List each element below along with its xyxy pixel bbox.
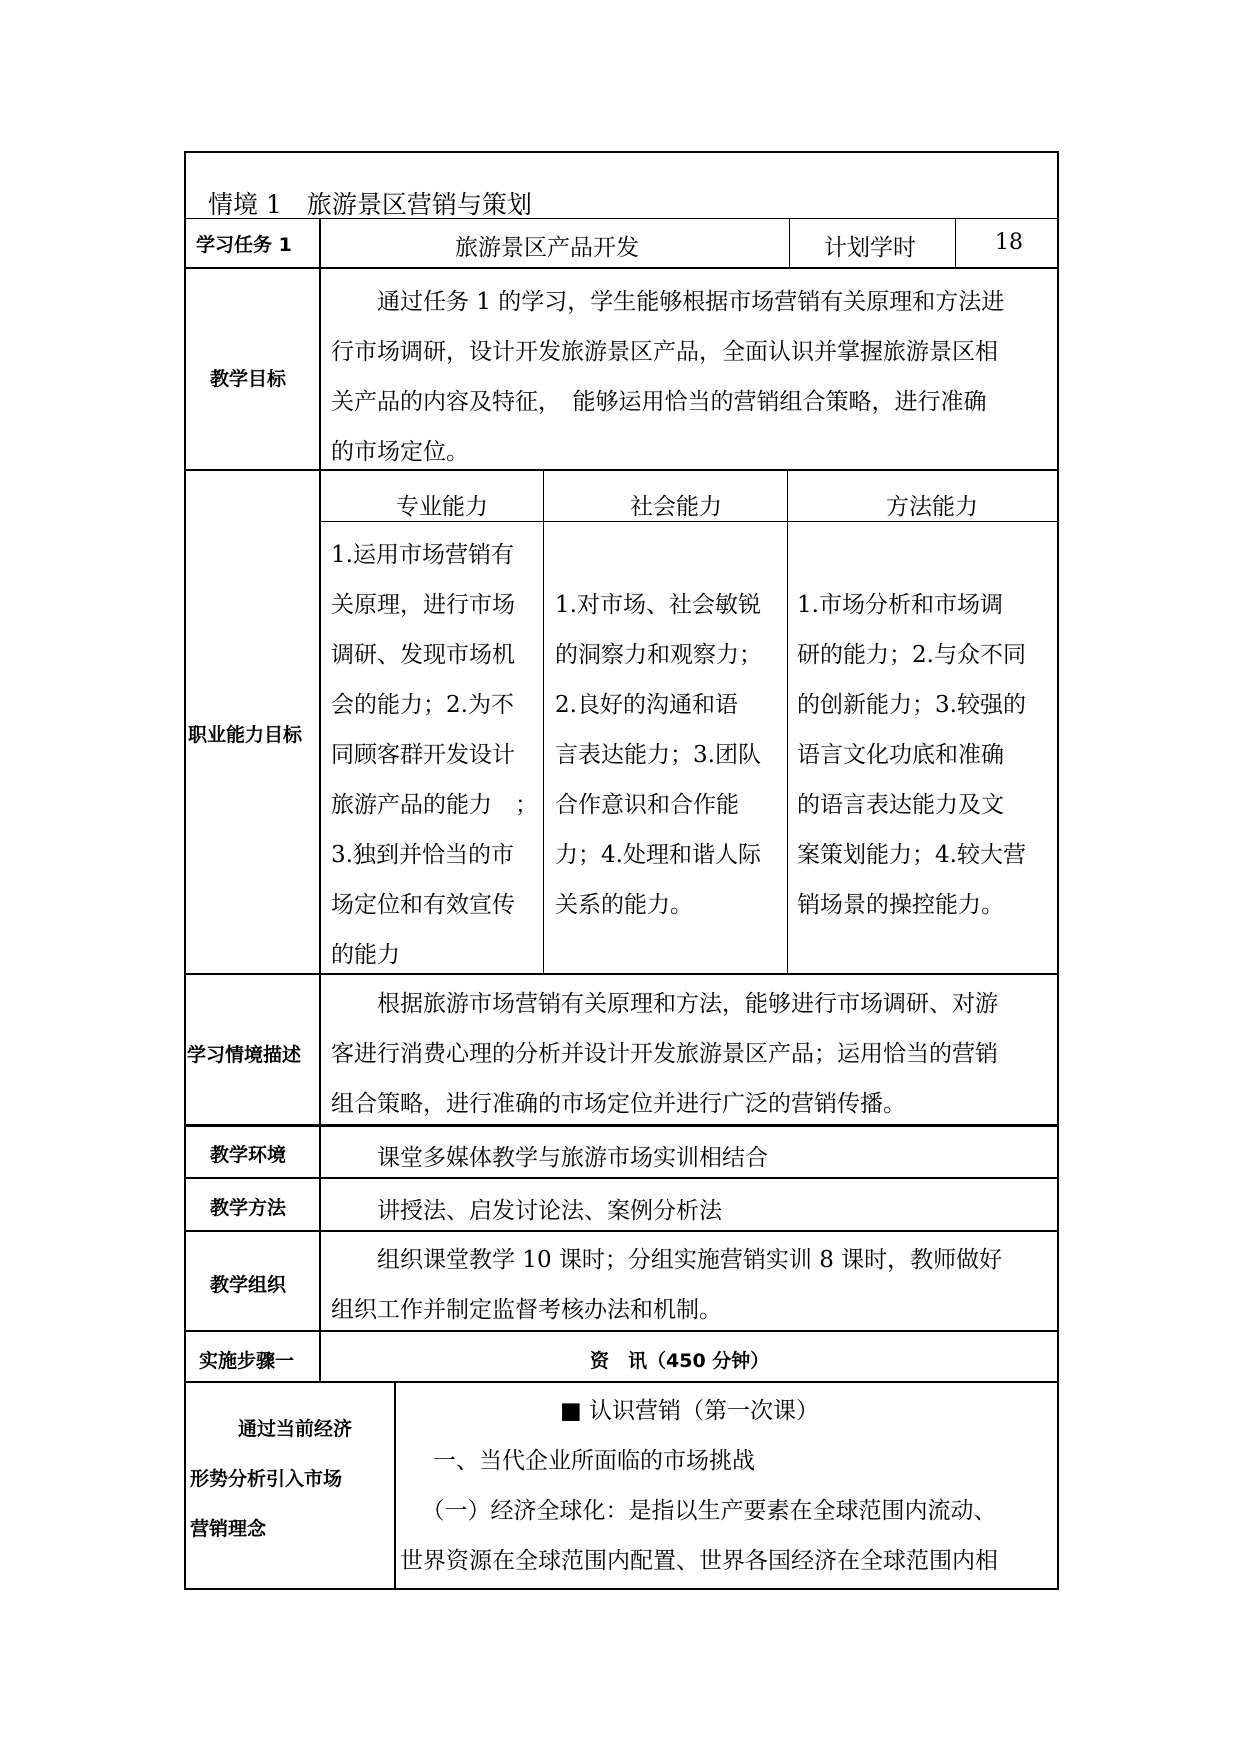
table-border-right (1057, 151, 1059, 1590)
row-divider (320, 521, 1059, 522)
col-divider (787, 469, 788, 974)
step-value: 资 讯（450 分钟） (590, 1350, 770, 1372)
row-divider (184, 973, 1059, 975)
header-method: 方法能力 (886, 494, 978, 520)
objective-label: 教学目标 (210, 368, 287, 390)
row-divider (184, 1177, 1059, 1179)
col-divider (319, 218, 321, 1382)
row-divider (184, 1230, 1059, 1232)
header-professional: 专业能力 (396, 494, 488, 520)
row-divider (184, 1381, 1059, 1383)
page-title: 情境 1 旅游景区营销与策划 (208, 190, 532, 219)
planned-hours-label: 计划学时 (824, 235, 916, 261)
task-name: 旅游景区产品开发 (455, 235, 639, 261)
row-divider (184, 267, 1059, 269)
method-ability-text: 1.市场分析和市场调 研的能力；2.与众不同 的创新能力；3.较强的 语言文化功底和准确 的语言表达能力及文 案策划能力；4.较大营 销场景的操控能力。 (797, 592, 1026, 918)
environment-value: 课堂多媒体教学与旅游市场实训相结合 (331, 1145, 768, 1171)
intro-text: ■ 认识营销（第一次课） 一、当代企业所面临的市场挑战 （一）经济全球化：是指以生产要素在全球范围内流动、 世界资源在全球范围内配置、世界各国经济在全球范围内相 (400, 1398, 998, 1574)
organization-label: 教学组织 (210, 1274, 287, 1296)
col-divider (394, 1381, 396, 1589)
intro-label: 通过当前经济 形势分析引入市场 营销理念 (190, 1418, 353, 1540)
social-ability-text: 1.对市场、社会敏锐 的洞察力和观察力； 2.良好的沟通和语 言表达能力；3.团队 合作意识和合作能 力；4.处理和谐人际 关系的能力。 (555, 592, 762, 918)
col-divider (955, 218, 956, 269)
planned-hours-value: 18 (995, 230, 1023, 255)
table-border-bottom (184, 1588, 1059, 1590)
methods-value: 讲授法、启发讨论法、案例分析法 (331, 1198, 722, 1224)
objective-text: 通过任务 1 的学习，学生能够根据市场营销有关原理和方法进 行市场调研，设计开发旅游景区产品，全面认识并掌握旅游景区相 关产品的内容及特征， 能够运用恰当的营销组合策略，进行准确 的市场定位。 (331, 289, 1005, 465)
step-label: 实施步骤一 (199, 1350, 295, 1372)
header-social: 社会能力 (630, 494, 722, 520)
methods-label: 教学方法 (210, 1197, 287, 1219)
table-border-top (184, 151, 1059, 153)
competency-label: 职业能力目标 (188, 724, 303, 746)
situation-label: 学习情境描述 (187, 1044, 302, 1066)
col-divider (543, 469, 544, 974)
situation-text: 根据旅游市场营销有关原理和方法，能够进行市场调研、对游 客进行消费心理的分析并设计开发旅游景区产品；运用恰当的营销 组合策略，进行准确的市场定位并进行广泛的营销传播。 (331, 991, 998, 1117)
organization-text: 组织课堂教学 10 课时；分组实施营销实训 8 课时，教师做好 组织工作并制定监督考核办法和机制。 (331, 1247, 1003, 1323)
col-divider (789, 218, 790, 269)
task-label: 学习任务 1 (196, 234, 292, 256)
environment-label: 教学环境 (210, 1144, 287, 1166)
professional-ability-text: 1.运用市场营销有 关原理，进行市场 调研、发现市场机 会的能力；2.为不 同顾客群开发设计 旅游产品的能力 ； 3.独到并恰当的市 场定位和有效宣传 的能力 (331, 542, 538, 968)
table-border-left (184, 151, 186, 1590)
